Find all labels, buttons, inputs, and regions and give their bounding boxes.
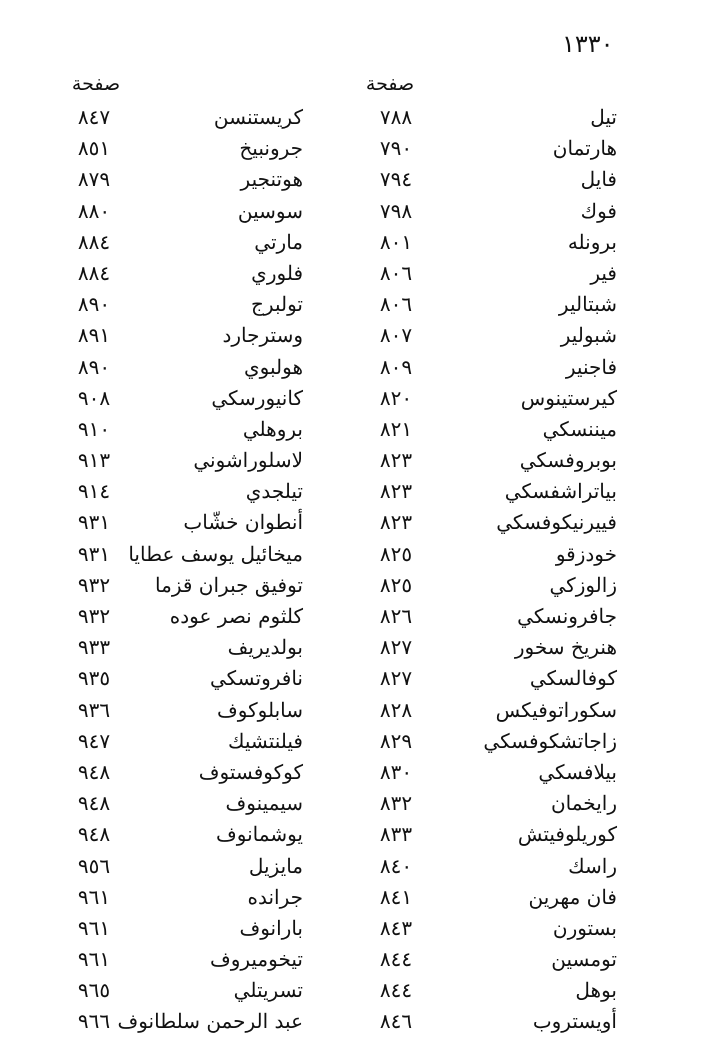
index-name-right: فان مهرين — [528, 884, 617, 909]
index-page-left: ٨٩٠ — [77, 354, 111, 379]
index-name-right: رايخمان — [550, 791, 617, 816]
index-name-left: سوسين — [237, 198, 303, 223]
index-name-left: بروهلي — [242, 416, 303, 441]
index-name-left: هوتنجير — [240, 167, 303, 192]
index-name-left: فلوري — [251, 260, 303, 285]
index-row — [0, 133, 713, 164]
index-row — [0, 414, 713, 445]
index-page-left: ٩٦١ — [77, 915, 111, 940]
index-page-left: ٩٦١ — [77, 884, 111, 909]
index-name-left: بارانوف — [239, 915, 303, 940]
index-name-left: جرانده — [247, 884, 303, 909]
index-page-right: ٨٢٣ — [379, 510, 413, 535]
index-name-left: ميخائيل يوسف عطايا — [128, 541, 303, 566]
index-page-right: ٨٢٩ — [379, 728, 413, 753]
index-row — [0, 851, 713, 882]
index-row — [0, 227, 713, 258]
index-name-right: بيلافسكي — [538, 759, 617, 784]
index-name-right: جافرونسكي — [517, 604, 617, 628]
index-name-left: تيلجدي — [245, 479, 303, 504]
index-name-right: راسك — [568, 853, 617, 878]
index-page-left: ٩٦٦ — [77, 1009, 111, 1034]
index-page-right: ٨٢٨ — [379, 697, 413, 722]
index-page-left: ٨٧٩ — [77, 167, 111, 192]
index-page-right: ٨٠٧ — [379, 323, 413, 348]
index-page-left: ٩٤٨ — [77, 822, 111, 847]
index-row — [0, 601, 713, 632]
index-row — [0, 539, 713, 570]
index-page-right: ٧٩٠ — [379, 136, 413, 161]
index-row — [0, 476, 713, 507]
index-name-right: فوك — [580, 198, 617, 223]
index-name-right: فاجنير — [565, 354, 617, 379]
index-page-right: ٨٠١ — [379, 229, 413, 254]
index-name-right: شبولير — [560, 323, 617, 348]
index-name-left: فيلنتشيك — [227, 728, 303, 753]
index-page-right: ٨٢٣ — [379, 479, 413, 504]
page-number: ١٣٣٠ — [562, 30, 614, 58]
index-page-right: ٨٤٤ — [379, 978, 413, 1003]
index-page-right: ٧٩٨ — [379, 198, 413, 223]
index-page-left: ٩٣٦ — [77, 697, 111, 722]
index-row — [0, 289, 713, 320]
index-page-left: ٨٩٠ — [77, 292, 111, 317]
index-page-right: ٨٢٧ — [379, 666, 413, 691]
index-page-left: ٩٤٨ — [77, 791, 111, 816]
index-row — [0, 726, 713, 757]
index-name-right: تومسين — [551, 947, 617, 972]
index-name-left: مارتي — [254, 229, 303, 254]
index-page-right: ٨٤٦ — [379, 1009, 413, 1034]
index-page-left: ٨٩١ — [77, 323, 111, 348]
index-row — [0, 445, 713, 476]
index-name-left: جرونبيخ — [239, 136, 303, 161]
index-name-right: بوبروفسكي — [519, 448, 617, 473]
index-page-right: ٨٣٣ — [379, 822, 413, 847]
index-row — [0, 102, 713, 133]
index-row — [0, 1006, 713, 1037]
index-row — [0, 507, 713, 538]
index-page-left: ٨٨٠ — [77, 198, 111, 223]
index-page-left: ٩٣١ — [77, 541, 111, 566]
index-name-left: سيمينوف — [225, 791, 303, 816]
index-page-left: ٩٤٨ — [77, 759, 111, 784]
index-row — [0, 788, 713, 819]
index-row — [0, 258, 713, 289]
index-name-left: كوكوفستوف — [198, 759, 303, 784]
index-name-right: تيل — [590, 105, 617, 129]
index-page-left: ٩١٠ — [77, 416, 111, 441]
index-name-right: كوريلوفيتش — [517, 822, 617, 847]
index-page-right: ٨٣٢ — [379, 791, 413, 816]
index-row — [0, 320, 713, 351]
index-page-left: ٨٨٤ — [77, 260, 111, 285]
index-row — [0, 352, 713, 383]
index-row — [0, 882, 713, 913]
index-name-right: كوفالسكي — [529, 666, 617, 691]
index-name-right: خودزقو — [555, 541, 617, 566]
index-name-left: نافروتسكي — [209, 666, 303, 691]
index-row — [0, 383, 713, 414]
index-row — [0, 944, 713, 975]
index-list — [0, 102, 713, 1038]
index-name-right: فير — [590, 260, 617, 285]
index-row — [0, 757, 713, 788]
column-header-right: صفحة — [365, 73, 415, 95]
index-name-left: سابلوكوف — [217, 697, 303, 722]
index-page-right: ٨٢١ — [379, 416, 413, 441]
column-header-left: صفحة — [71, 73, 121, 95]
index-row — [0, 819, 713, 850]
index-page-right: ٨٢٥ — [379, 541, 413, 566]
index-page-left: ٩٣١ — [77, 510, 111, 535]
index-page-right: ٨٤٤ — [379, 947, 413, 972]
index-page-left: ٨٤٧ — [77, 105, 111, 129]
index-name-right: زالوزكي — [549, 572, 617, 597]
index-page-right: ٨٤١ — [379, 884, 413, 909]
index-page-right: ٨٠٦ — [379, 292, 413, 317]
index-page-left: ٩٤٧ — [77, 728, 111, 753]
index-name-left: يوشمانوف — [216, 822, 303, 847]
index-name-right: هنريخ سخور — [514, 635, 617, 660]
index-page-left: ٨٨٤ — [77, 229, 111, 254]
index-name-left: أنطوان خشّاب — [183, 510, 303, 535]
index-name-left: تسريتلي — [233, 978, 303, 1003]
index-page-left: ٩٣٢ — [77, 572, 111, 597]
index-name-right: كيرستينوس — [520, 385, 617, 410]
index-row — [0, 632, 713, 663]
index-name-left: مايزيل — [248, 853, 303, 878]
index-name-left: توفيق جبران قزما — [155, 572, 303, 597]
index-row — [0, 913, 713, 944]
index-page-left: ٩٣٣ — [77, 635, 111, 660]
index-page-right: ٨٠٩ — [379, 354, 413, 379]
index-name-left: لاسلوراشوني — [193, 448, 303, 473]
index-page-right: ٨٢٧ — [379, 635, 413, 660]
index-name-right: بوهل — [575, 978, 617, 1003]
index-name-right: فييرنيكوفسكي — [496, 510, 617, 535]
index-page-right: ٨٣٠ — [379, 759, 413, 784]
index-page-left: ٩٥٦ — [77, 853, 111, 878]
index-row — [0, 975, 713, 1006]
index-name-left: هولبوي — [244, 354, 303, 379]
index-page-left: ٩٦٥ — [77, 978, 111, 1003]
index-row — [0, 695, 713, 726]
index-row — [0, 196, 713, 227]
index-name-right: برونله — [567, 229, 617, 254]
index-name-right: فايل — [580, 167, 617, 192]
index-name-left: كلثوم نصر عوده — [169, 604, 303, 628]
index-page-left: ٩٣٢ — [77, 604, 111, 628]
index-page-right: ٨٢٣ — [379, 448, 413, 473]
index-row — [0, 164, 713, 195]
index-row — [0, 663, 713, 694]
index-page-right: ٨٢٦ — [379, 604, 413, 628]
index-page-right: ٨٢٠ — [379, 385, 413, 410]
index-page-right: ٨٤٠ — [379, 853, 413, 878]
index-page-right: ٧٨٨ — [379, 105, 413, 129]
index-row — [0, 570, 713, 601]
index-name-right: بستورن — [552, 915, 617, 940]
index-page-right: ٨٠٦ — [379, 260, 413, 285]
index-name-left: كانيورسكي — [211, 385, 303, 410]
index-page-left: ٩٠٨ — [77, 385, 111, 410]
index-name-right: ميننسكي — [542, 416, 617, 441]
index-name-right: سكوراتوفيكس — [495, 697, 617, 722]
index-name-right: زاجاتشكوفسكي — [483, 728, 617, 753]
index-name-left: تولبرج — [251, 292, 303, 317]
index-name-right: أويستروب — [532, 1009, 617, 1034]
index-name-left: تيخوميروف — [209, 947, 303, 972]
index-page-left: ٩١٤ — [77, 479, 111, 504]
index-name-right: بياتراشفسكي — [504, 479, 617, 504]
index-page-right: ٨٤٣ — [379, 915, 413, 940]
index-name-left: عبد الرحمن سلطانوف — [117, 1009, 303, 1034]
index-name-right: شبتالير — [558, 292, 617, 317]
index-name-left: بولديريف — [227, 635, 303, 660]
index-name-left: وسترجارد — [222, 323, 303, 348]
index-name-right: هارتمان — [552, 136, 617, 161]
index-page-left: ٩٣٥ — [77, 666, 111, 691]
index-name-left: كريستنسن — [213, 105, 303, 129]
index-page-left: ٩٦١ — [77, 947, 111, 972]
index-page-right: ٨٢٥ — [379, 572, 413, 597]
index-page-left: ٩١٣ — [77, 448, 111, 473]
index-page-right: ٧٩٤ — [379, 167, 413, 192]
index-page-left: ٨٥١ — [77, 136, 111, 161]
